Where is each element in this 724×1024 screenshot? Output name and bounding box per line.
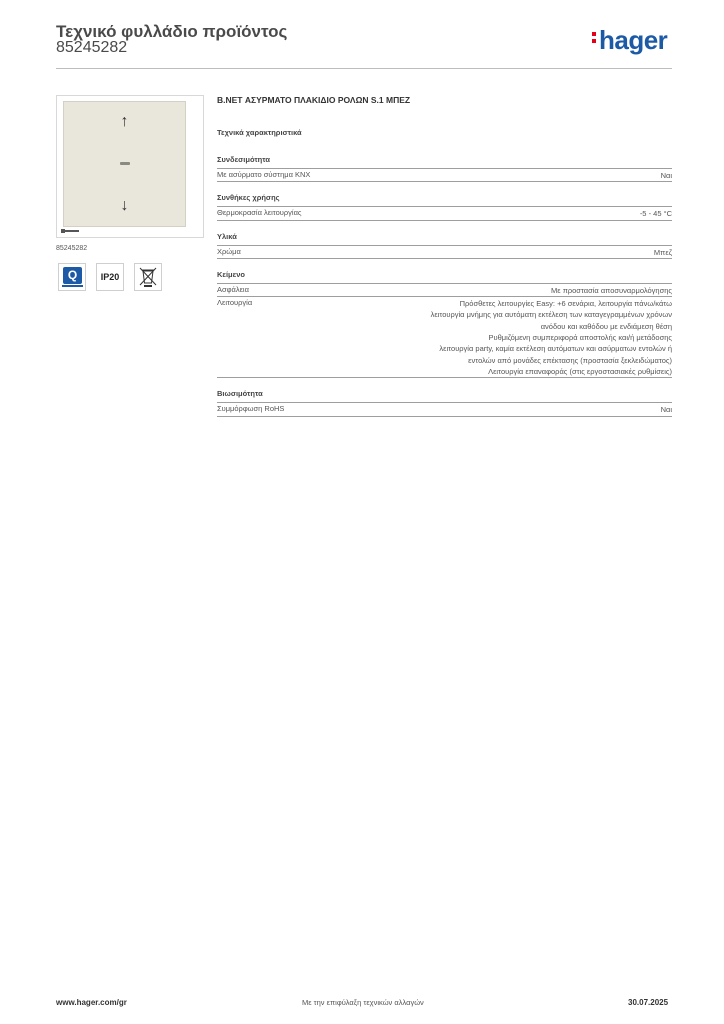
section-divider [217, 220, 672, 221]
ip-rating-icon: IP20 [96, 263, 124, 291]
spec-value-line: -5 - 45 °C [639, 209, 672, 219]
blind-switch-tile [63, 101, 186, 227]
spec-value-line: Λειτουργία επαναφοράς (στις εργοστασιακές ρυθμίσεις) [488, 366, 672, 376]
footer-notice: Με την επιφύλαξη τεχνικών αλλαγών [302, 998, 424, 1007]
spec-value-line: Ναι [660, 405, 672, 415]
footer-website-link[interactable]: www.hager.com/gr [56, 998, 127, 1007]
page-title: Τεχνικό φυλλάδιο προϊόντος [56, 22, 288, 41]
dimension-key-icon [61, 228, 79, 233]
section-divider [217, 181, 672, 182]
spec-value-line: Με προστασία αποσυναρμολόγησης [551, 285, 672, 295]
weee-bin-icon [134, 263, 162, 291]
product-image [56, 95, 204, 238]
section-title: Συνδεσιμότητα [217, 155, 270, 164]
spec-value-line: εντολών από μονάδες επέκτασης (προστασία ξεκλειδώματος) [468, 355, 672, 365]
spec-row [217, 296, 672, 379]
spec-value [661, 170, 672, 181]
spec-label: Συμμόρφωση RoHS [217, 404, 285, 414]
spec-value [661, 404, 672, 415]
logo-colon-mark [592, 32, 596, 46]
quality-mark-icon: Q [58, 263, 86, 291]
section-title: Κείμενο [217, 269, 245, 279]
tech-characteristics-heading: Τεχνικά χαρακτηριστικά [217, 128, 302, 137]
section-title: Συνθήκες χρήσης [217, 193, 280, 203]
spec-value [551, 285, 672, 296]
spec-value-line: λειτουργία party, καμία εκτέλεση αυτόματων και ασύρματων εντολών ή [439, 344, 672, 354]
spec-value-line: Ρυθμιζόμενη συμπεριφορά αποστολής και/ή μετάδοσης [488, 333, 672, 343]
spec-value-line: λειτουργία μνήμης για αυτόματη εκτέλεση των καταγεγραμμένων χρόνων [430, 310, 672, 320]
spec-label: Ασφάλεια [217, 284, 249, 294]
section-divider [217, 416, 672, 417]
section-title: Βιωσιμότητα [217, 389, 263, 399]
footer-date: 30.07.2025 [628, 998, 669, 1007]
spec-value-line: Μπεζ [653, 247, 672, 257]
led-indicator [120, 162, 130, 165]
spec-label: Χρώμα [217, 246, 241, 256]
spec-label: Θερμοκρασία λειτουργίας [217, 208, 302, 218]
spec-value-line: Πρόσθετες λειτουργίες Easy: +6 σενάρια, λειτουργία πάνω/κάτω [459, 299, 672, 309]
spec-value [654, 247, 672, 258]
spec-label: Με ασύρματο σύστημα KNX [217, 170, 311, 179]
hager-logo[interactable] [592, 27, 667, 53]
header-divider [56, 68, 672, 69]
arrow-up-icon: ↑ [120, 113, 129, 130]
spec-value [431, 298, 672, 377]
section-divider [217, 258, 672, 259]
section-title: Υλικά [217, 231, 237, 241]
section-divider [217, 377, 672, 378]
product-code: 85245282 [56, 39, 128, 56]
spec-label: Λειτουργία [217, 298, 253, 308]
spec-value-line: Ναι [660, 171, 672, 180]
image-caption-code: 85245282 [56, 245, 88, 252]
product-name: B.NET ΑΣΥΡΜΑΤΟ ΠΛΑΚΙΔΙΟ ΡΟΛΩΝ S.1 ΜΠΕΖ [217, 95, 411, 105]
spec-value-line: ανόδου και καθόδου με ενδιάμεση θέση [540, 321, 672, 331]
spec-value [640, 208, 672, 219]
logo-text: hager [599, 25, 668, 55]
arrow-down-icon: ↓ [120, 197, 129, 214]
